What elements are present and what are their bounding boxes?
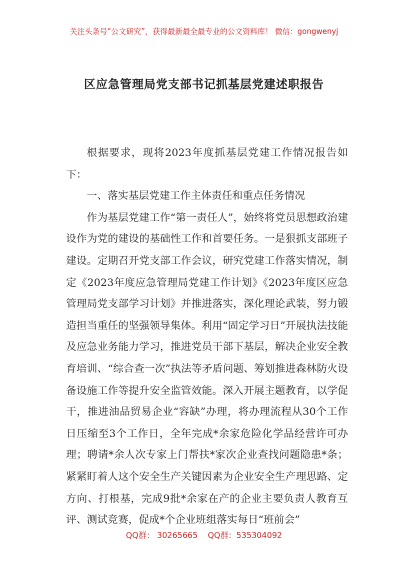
document-body [66,143,348,532]
intro-paragraph: 根据要求，现将2023年度抓基层党建工作情况报告如下： [66,147,348,181]
document-title: 区应急管理局党支部书记抓基层党建述职报告 [84,77,324,91]
footer-qq-group-1: QQ群： 30265665 [125,531,198,540]
footer-qq-group-2: QQ群：535304092 [207,531,283,540]
section-heading: 一、落实基层党建工作主体责任和重点任务情况 [86,190,305,203]
footer-contact [0,530,408,542]
body-paragraph: 作为基层党建工作“第一责任人”，始终将党员思想政治建设作为党的建设的基础性工作和首要任务。一是狠抓支部班子建设。定期召开党支部工作会议，研究党建工作落实情况，制定《2023年度应急管理局党建工作计划》《2023年度区应急管理局党支部学习计划》并推进落实，深化理论武装，努力锻造担当重任的坚强领导集体。利用“固定学习日”开展执法技能及应急业务能力学习，推进党员干部下基层，解决企业安全教育培训、“综合查一次”执法等矛盾问题、筹划推进森林防火设备设施工作等提升安全监管效能。深入开展主题教育，以学促干，推进油品贸易企业“容缺”办理，将办理流程从30个工作日压缩至3个工作日，全年完成*余家危险化学品经营许可办理；聘请*余人次专家上门帮扶*家次企业查找问题隐患*条；紧紧盯着人这个安全生产关键因素为企业安全生产理思路、定方向、打根基，完成9批*余家在产的企业主要负责人教育互评、测试竞赛，促成*个企业班组落实每日“班前会” [66,211,348,527]
header-banner: 关注头条号“公文研究”，获得最新最全最专业的公文资料库！ 微信：gongwenyj [69,27,339,36]
